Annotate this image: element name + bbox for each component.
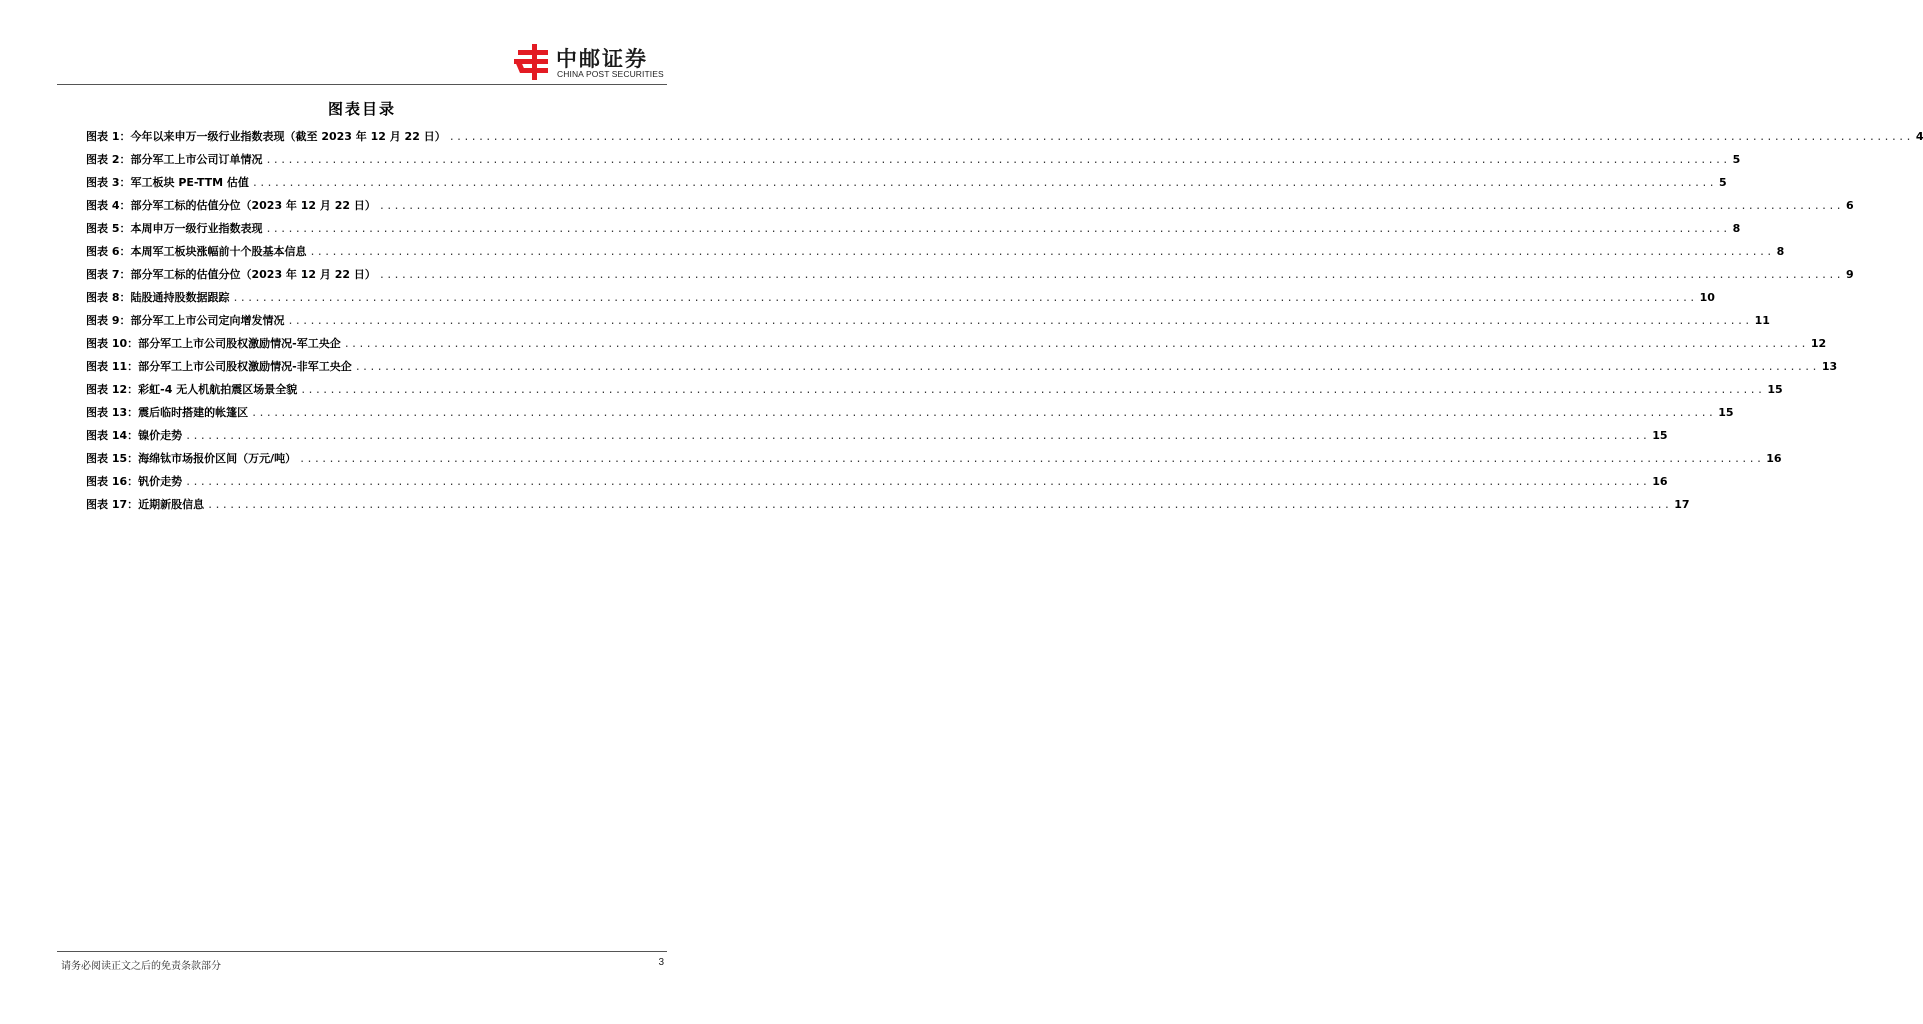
toc-item-label: 图表 14：: [86, 429, 139, 442]
toc-item[interactable]: [86, 312, 1770, 330]
toc-item[interactable]: [86, 289, 1715, 307]
toc-item-title: 彩虹-4 无人机航拍震区场景全貌: [138, 383, 298, 396]
page-header: [0, 0, 724, 90]
toc-item[interactable]: [86, 128, 1923, 146]
toc-item-page: 11: [1754, 314, 1770, 327]
toc-item-label: 图表 8：: [86, 291, 131, 304]
toc-item-page: 10: [1699, 291, 1715, 304]
toc-leader-dots: ........................................................................................................................................................................................................: [299, 454, 1764, 465]
toc-item[interactable]: [86, 427, 1668, 445]
toc-item[interactable]: [86, 243, 1785, 261]
toc-item-title: 海绵钛市场报价区间（万元/吨）: [138, 452, 297, 465]
toc-leader-dots: ........................................................................................................................................................................................................: [300, 385, 1765, 396]
toc-item-page: 16: [1766, 452, 1782, 465]
toc-item-title: 近期新股信息: [138, 498, 205, 511]
toc-leader-dots: ........................................................................................................................................................................................................: [265, 224, 1730, 235]
toc-item-label: 图表 13：: [86, 406, 139, 419]
toc-item-page: 15: [1652, 429, 1668, 442]
footer-disclaimer: 请务必阅读正文之后的免责条款部分: [61, 961, 221, 972]
toc-item-title: 部分军工上市公司定向增发情况: [130, 314, 285, 327]
toc-item-title: 军工板块 PE-TTM 估值: [130, 176, 249, 189]
toc-item-title: 部分军工上市公司股权激励情况-军工央企: [138, 337, 341, 350]
toc-item-title: 震后临时搭建的帐篷区: [138, 406, 249, 419]
toc-item-page: 17: [1674, 498, 1690, 511]
toc-item-title: 部分军工上市公司股权激励情况-非军工央企: [138, 360, 352, 373]
toc-item[interactable]: [86, 174, 1727, 192]
toc-item-title: 陆股通持股数据跟踪: [130, 291, 230, 304]
brand-name-en: CHINA POST SECURITIES: [557, 69, 664, 79]
toc-item[interactable]: [86, 266, 1854, 284]
toc-item-page: 5: [1718, 176, 1727, 189]
toc-item-page: 4: [1915, 130, 1923, 143]
toc-leader-dots: ........................................................................................................................................................................................................: [185, 477, 1650, 488]
toc-item-page: 5: [1732, 153, 1741, 166]
toc-item[interactable]: [86, 496, 1690, 514]
brand-logo: [512, 42, 672, 84]
toc-leader-dots: ........................................................................................................................................................................................................: [378, 270, 1843, 281]
toc-item-title: 本周军工板块涨幅前十个股基本信息: [130, 245, 307, 258]
toc-item[interactable]: [86, 197, 1854, 215]
china-post-logo-icon: [512, 42, 552, 82]
toc-item-page: 8: [1732, 222, 1741, 235]
toc-leader-dots: ........................................................................................................................................................................................................: [251, 178, 1716, 189]
toc-item-page: 13: [1821, 360, 1838, 373]
toc-item-label: 图表 11：: [86, 360, 139, 373]
toc-item-page: 6: [1845, 199, 1854, 212]
toc-leader-dots: ........................................................................................................................................................................................................: [207, 500, 1672, 511]
toc-item-title: 部分军工标的估值分位（2023 年 12 月 22 日）: [130, 268, 376, 281]
toc-leader-dots: ........................................................................................................................................................................................................: [232, 293, 1697, 304]
toc-leader-dots: ........................................................................................................................................................................................................: [343, 339, 1808, 350]
toc-item[interactable]: [86, 404, 1734, 422]
toc-item-label: 图表 1：: [86, 130, 131, 143]
toc-item-page: 9: [1845, 268, 1854, 281]
toc-item-label: 图表 15：: [86, 452, 139, 465]
toc-item-label: 图表 6：: [86, 245, 131, 258]
page-number: 3: [658, 957, 664, 968]
toc-item-title: 钒价走势: [138, 475, 183, 488]
toc-item-label: 图表 2：: [86, 153, 131, 166]
toc-leader-dots: ........................................................................................................................................................................................................: [309, 247, 1774, 258]
toc-item-label: 图表 5：: [86, 222, 131, 235]
toc-item-page: 12: [1810, 337, 1827, 350]
toc-title: 图表目录: [327, 100, 396, 118]
toc-item-title: 镍价走势: [138, 429, 183, 442]
toc-leader-dots: ........................................................................................................................................................................................................: [185, 431, 1650, 442]
toc-item-page: 8: [1776, 245, 1785, 258]
toc-item-label: 图表 17：: [86, 498, 139, 511]
toc-item-label: 图表 4：: [86, 199, 131, 212]
toc-item-page: 15: [1718, 406, 1734, 419]
toc-item-label: 图表 3：: [86, 176, 131, 189]
toc-item-label: 图表 7：: [86, 268, 131, 281]
toc-item[interactable]: [86, 335, 1827, 353]
brand-name-cn: 中邮证券: [556, 47, 648, 71]
toc-item-title: 本周申万一级行业指数表现: [130, 222, 263, 235]
toc-item[interactable]: [86, 220, 1741, 238]
toc-item[interactable]: [86, 358, 1838, 376]
toc-item[interactable]: [86, 151, 1741, 169]
toc-item-label: 图表 16：: [86, 475, 139, 488]
toc-item-page: 15: [1767, 383, 1783, 396]
toc-leader-dots: ........................................................................................................................................................................................................: [287, 316, 1752, 327]
toc-item-title: 今年以来申万一级行业指数表现（截至 2023 年 12 月 22 日）: [130, 130, 446, 143]
toc-leader-dots: ........................................................................................................................................................................................................: [251, 408, 1716, 419]
toc-item[interactable]: [86, 450, 1782, 468]
header-divider: [57, 84, 667, 85]
toc-item[interactable]: [86, 381, 1783, 399]
toc-leader-dots: ........................................................................................................................................................................................................: [354, 362, 1819, 373]
toc-item-title: 部分军工标的估值分位（2023 年 12 月 22 日）: [130, 199, 376, 212]
footer-divider: [57, 951, 667, 952]
toc-leader-dots: ........................................................................................................................................................................................................: [378, 201, 1843, 212]
toc-leader-dots: ........................................................................................................................................................................................................: [448, 132, 1913, 143]
toc-item[interactable]: [86, 473, 1668, 491]
toc-item-label: 图表 10：: [86, 337, 139, 350]
toc-item-label: 图表 12：: [86, 383, 139, 396]
toc-item-title: 部分军工上市公司订单情况: [130, 153, 263, 166]
toc-item-label: 图表 9：: [86, 314, 131, 327]
toc-leader-dots: ........................................................................................................................................................................................................: [265, 155, 1730, 166]
toc-item-page: 16: [1652, 475, 1668, 488]
